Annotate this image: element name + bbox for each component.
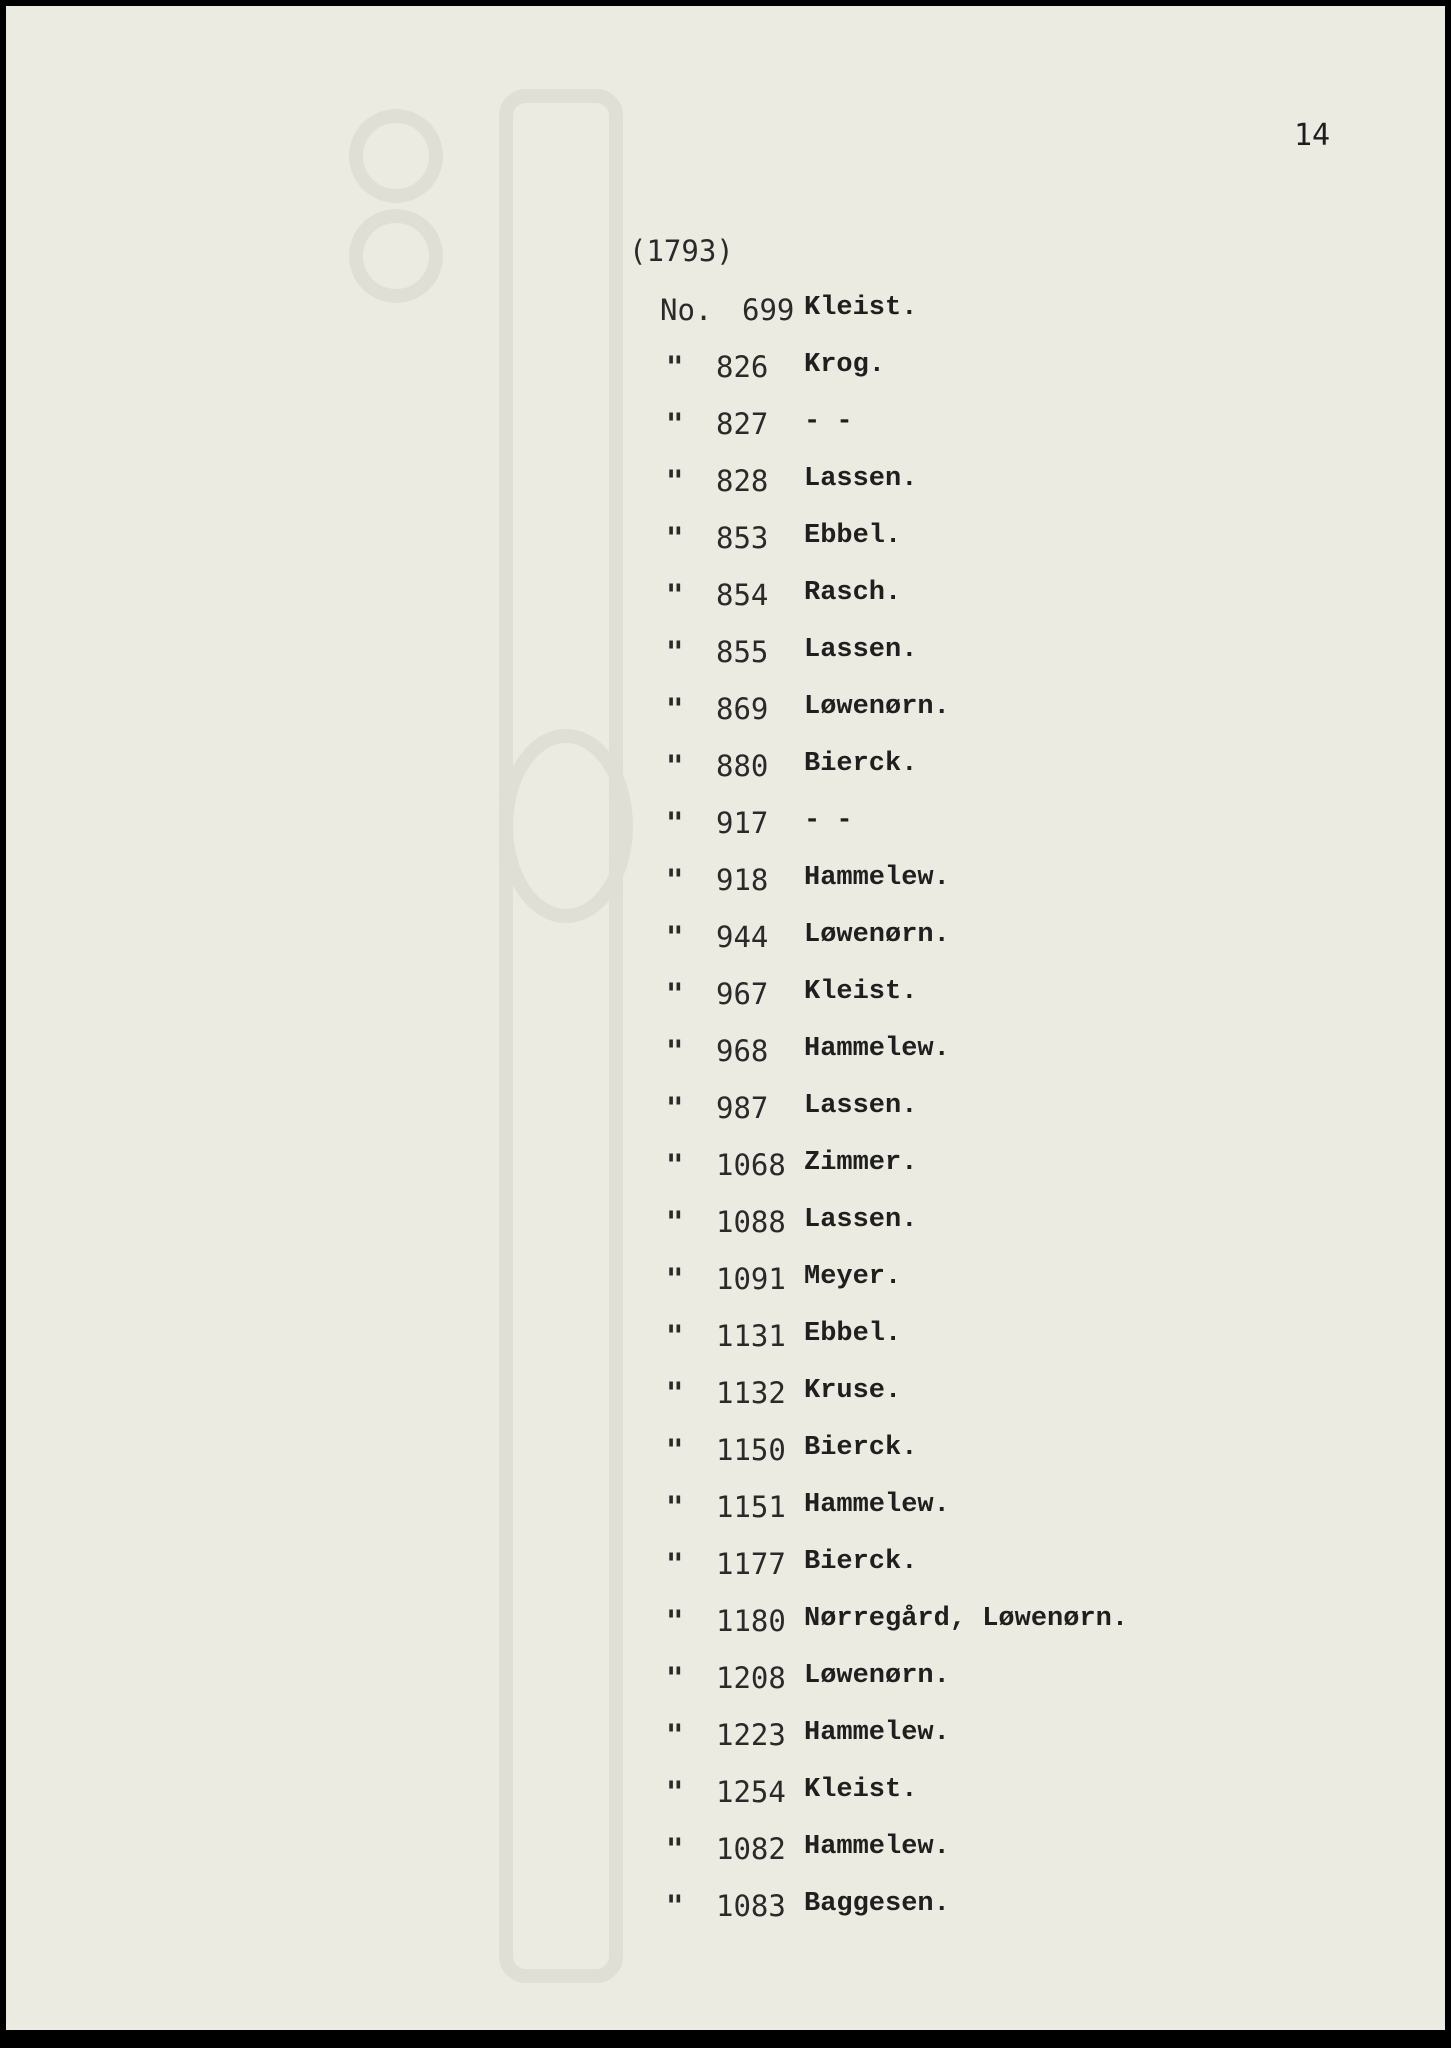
list-item xyxy=(6,1319,1445,1376)
list-item xyxy=(6,1604,1445,1661)
entry-name: Nørregård, Løwenørn. xyxy=(804,1604,1129,1634)
entry-number: 869 xyxy=(716,692,769,726)
entry-number: 967 xyxy=(716,977,769,1011)
page-number: 14 xyxy=(1294,118,1331,153)
list-item xyxy=(6,1376,1445,1433)
list-item xyxy=(6,1775,1445,1832)
entry-name: Ebbel. xyxy=(804,521,902,551)
entry-name: Hammelew. xyxy=(804,1034,950,1064)
entry-name: Lassen. xyxy=(804,464,918,494)
entry-number: 1082 xyxy=(716,1832,786,1866)
entry-prefix: " xyxy=(666,1832,684,1866)
list-item xyxy=(6,1547,1445,1604)
entry-list xyxy=(6,293,1445,1946)
entry-name: Løwenørn. xyxy=(804,920,950,950)
entry-prefix: " xyxy=(666,1547,684,1581)
entry-name: Bierck. xyxy=(804,1433,918,1463)
entry-prefix: " xyxy=(666,635,684,669)
entry-name: - - xyxy=(804,407,853,437)
list-item xyxy=(6,1832,1445,1889)
entry-number: 1132 xyxy=(716,1376,786,1410)
entry-number: 944 xyxy=(716,920,769,954)
entry-number: 1150 xyxy=(716,1433,786,1467)
entry-name: Bierck. xyxy=(804,749,918,779)
entry-name: Zimmer. xyxy=(804,1148,918,1178)
list-item xyxy=(6,692,1445,749)
entry-number: 828 xyxy=(716,464,769,498)
entry-number: 918 xyxy=(716,863,769,897)
entry-prefix: " xyxy=(666,1490,684,1524)
entry-prefix: " xyxy=(666,1205,684,1239)
entry-name: Meyer. xyxy=(804,1262,902,1292)
list-item xyxy=(6,464,1445,521)
list-item xyxy=(6,1205,1445,1262)
year-heading: (1793) xyxy=(629,234,734,268)
entry-prefix: " xyxy=(666,977,684,1011)
list-item xyxy=(6,1889,1445,1946)
list-item xyxy=(6,1148,1445,1205)
list-item xyxy=(6,1262,1445,1319)
list-item xyxy=(6,977,1445,1034)
entry-number: 699 xyxy=(742,293,795,327)
entry-number: 1131 xyxy=(716,1319,786,1353)
entry-prefix: " xyxy=(666,1661,684,1695)
entry-name: - - xyxy=(804,806,853,836)
list-item xyxy=(6,521,1445,578)
list-item xyxy=(6,806,1445,863)
entry-name: Krog. xyxy=(804,350,886,380)
list-item xyxy=(6,1034,1445,1091)
list-item xyxy=(6,749,1445,806)
entry-number: 1223 xyxy=(716,1718,786,1752)
entry-number: 917 xyxy=(716,806,769,840)
entry-name: Hammelew. xyxy=(804,1832,950,1862)
entry-name: Hammelew. xyxy=(804,1490,950,1520)
entry-prefix: " xyxy=(666,578,684,612)
list-item xyxy=(6,407,1445,464)
list-item xyxy=(6,578,1445,635)
entry-prefix: " xyxy=(666,920,684,954)
entry-number: 1151 xyxy=(716,1490,786,1524)
entry-name: Bierck. xyxy=(804,1547,918,1577)
list-item xyxy=(6,1718,1445,1775)
entry-prefix: " xyxy=(666,464,684,498)
entry-prefix: " xyxy=(666,1604,684,1638)
entry-prefix: " xyxy=(666,1775,684,1809)
list-item xyxy=(6,293,1445,350)
entry-number: 1083 xyxy=(716,1889,786,1923)
entry-number: 1088 xyxy=(716,1205,786,1239)
entry-name: Lassen. xyxy=(804,1205,918,1235)
entry-prefix: " xyxy=(666,1376,684,1410)
entry-prefix: " xyxy=(666,1433,684,1467)
entry-name: Kleist. xyxy=(804,1775,918,1805)
entry-name: Rasch. xyxy=(804,578,902,608)
entry-prefix: " xyxy=(666,692,684,726)
entry-prefix: " xyxy=(666,806,684,840)
entry-prefix: " xyxy=(666,863,684,897)
entry-number: 855 xyxy=(716,635,769,669)
entry-name: Kruse. xyxy=(804,1376,902,1406)
list-item xyxy=(6,1433,1445,1490)
entry-number: 827 xyxy=(716,407,769,441)
list-item xyxy=(6,635,1445,692)
entry-prefix: " xyxy=(666,1034,684,1068)
entry-prefix: No. xyxy=(660,293,713,327)
entry-number: 826 xyxy=(716,350,769,384)
entry-prefix: " xyxy=(666,521,684,555)
entry-name: Ebbel. xyxy=(804,1319,902,1349)
entry-number: 1254 xyxy=(716,1775,786,1809)
entry-name: Lassen. xyxy=(804,1091,918,1121)
entry-prefix: " xyxy=(666,749,684,783)
list-item xyxy=(6,1490,1445,1547)
list-item xyxy=(6,1091,1445,1148)
list-item xyxy=(6,350,1445,407)
entry-number: 968 xyxy=(716,1034,769,1068)
entry-number: 853 xyxy=(716,521,769,555)
entry-name: Løwenørn. xyxy=(804,1661,950,1691)
entry-prefix: " xyxy=(666,1889,684,1923)
entry-number: 854 xyxy=(716,578,769,612)
entry-name: Lassen. xyxy=(804,635,918,665)
entry-prefix: " xyxy=(666,1148,684,1182)
entry-name: Løwenørn. xyxy=(804,692,950,722)
entry-number: 1208 xyxy=(716,1661,786,1695)
entry-number: 1177 xyxy=(716,1547,786,1581)
entry-name: Kleist. xyxy=(804,293,918,323)
entry-number: 1091 xyxy=(716,1262,786,1296)
entry-prefix: " xyxy=(666,1718,684,1752)
entry-number: 880 xyxy=(716,749,769,783)
entry-number: 1180 xyxy=(716,1604,786,1638)
document-page xyxy=(6,6,1445,2030)
entry-prefix: " xyxy=(666,1319,684,1353)
entry-name: Hammelew. xyxy=(804,1718,950,1748)
entry-number: 1068 xyxy=(716,1148,786,1182)
list-item xyxy=(6,863,1445,920)
list-item xyxy=(6,1661,1445,1718)
entry-name: Hammelew. xyxy=(804,863,950,893)
entry-prefix: " xyxy=(666,350,684,384)
entry-name: Baggesen. xyxy=(804,1889,950,1919)
entry-name: Kleist. xyxy=(804,977,918,1007)
entry-number: 987 xyxy=(716,1091,769,1125)
entry-prefix: " xyxy=(666,1262,684,1296)
entry-prefix: " xyxy=(666,1091,684,1125)
list-item xyxy=(6,920,1445,977)
entry-prefix: " xyxy=(666,407,684,441)
